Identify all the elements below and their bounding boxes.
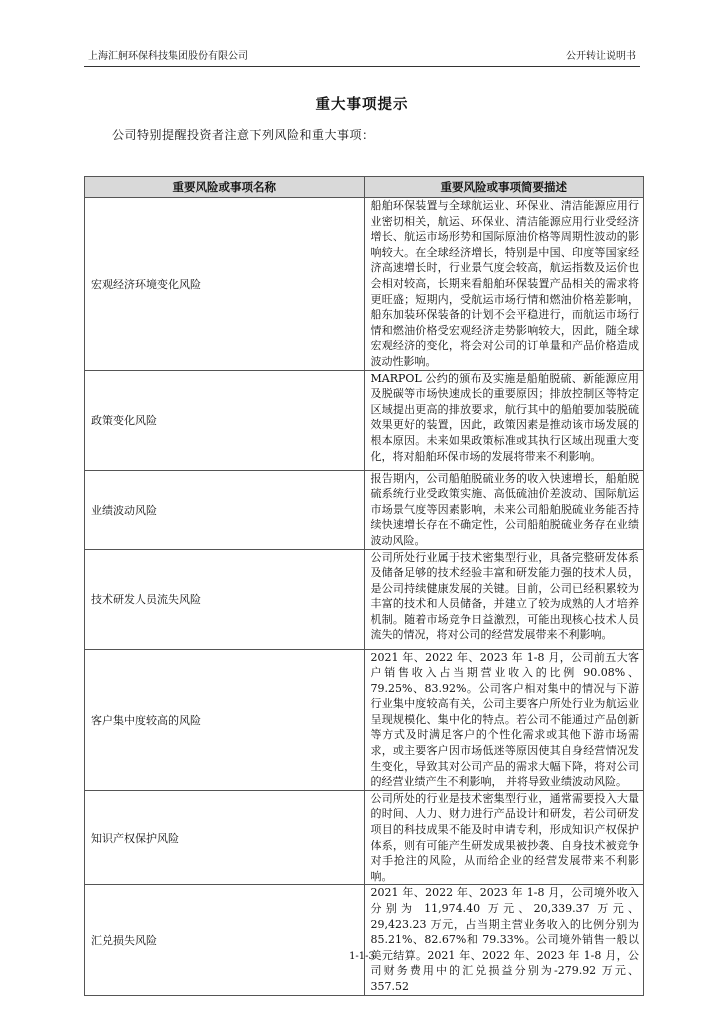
header-company-name: 上海汇舸环保科技集团股份有限公司 xyxy=(88,51,248,62)
risk-description: 船舶环保装置与全球航运业、环保业、清洁能源应用行业密切相关，航运、环保业、清洁能源应用行业受经济增长、航运市场形势和国际原油价格等周期性波动的影响较大。在全球经济增长，特别是中国、印度等国家经济高速增长时，行业景气度会较高，航运指数及运价也会相对较高，长期来看船舶环保装置产品相关的需求将更旺盛；短期内，受航运市场行情和燃油价格差影响，船东加装环保装备的计划不会平稳进行，而航运市场行情和燃油价格受宏观经济走势影响较大，因此，随全球宏观经济的变化，将会对公司的订单量和产品价格造成波动性影响。 xyxy=(364,198,644,371)
risk-name: 知识产权保护风险 xyxy=(85,790,365,885)
risk-table xyxy=(84,176,644,996)
risk-name: 汇兑损失风险 xyxy=(85,885,365,995)
table-row xyxy=(85,198,644,371)
table-row xyxy=(85,885,644,995)
risk-description: MARPOL 公约的颁布及实施是船舶脱硫、新能源应用及脱碳等市场快速成长的重要原因；排放控制区等特定区域提出更高的排放要求，航行其中的船舶要加装脱硫效果更好的装置，因此，政策因素是推动该市场发展的根本原因。未来如果政策标准或其执行区域出现重大变化，将对船舶环保市场的发展将带来不利影响。 xyxy=(364,370,644,470)
risk-name: 业绩波动风险 xyxy=(85,470,365,549)
column-header-risk-description: 重要风险或事项简要描述 xyxy=(364,177,644,198)
page-title: 重大事项提示 xyxy=(315,96,409,113)
page-header xyxy=(88,50,636,66)
risk-name: 宏观经济环境变化风险 xyxy=(85,198,365,371)
intro-text: 公司特别提醒投资者注意下列风险和重大事项： xyxy=(112,128,375,142)
table-row xyxy=(85,649,644,790)
risk-description: 公司所处的行业是技术密集型行业，通常需要投入大量的时间、人力、财力进行产品设计和研发，若公司研发项目的科技成果不能及时申请专利，形成知识产权保护体系，则有可能产生研发成果被抄袭、自身技术被竞争对手抢注的风险，从而给企业的经营发展带来不利影响。 xyxy=(364,790,644,885)
risk-name: 客户集中度较高的风险 xyxy=(85,649,365,790)
table-row xyxy=(85,370,644,470)
table-row xyxy=(85,790,644,885)
table-row xyxy=(85,470,644,549)
header-divider xyxy=(84,66,640,67)
risk-description: 2021 年、2022 年、2023 年 1-8 月，公司前五大客户销售收入占当期营业收入的比例 90.08%、79.25%、83.92%。公司客户相对集中的情况与下游行业集中度较高有关，公司主要客户所处行业为航运业呈现规模化、集中化的特点。若公司不能通过产品创新等方式及时满足客户的个性化需求或其他下游市场需求，或主要客户因市场低迷等原因使其自身经营情况发生变化，导致其对公司产品的需求大幅下降，将对公司的经营业绩产生不利影响， 并将导致业绩波动风险。 xyxy=(364,649,644,790)
risk-description: 2021 年、2022 年、2023 年 1-8 月，公司境外收入分别为 11,974.40 万元、20,339.37 万元、29,423.23 万元，占当期主营业务收入的比例分别为 85.21%、82.67%和 79.33%。公司境外销售一般以美元结算。2021 年、2022 年、2023 年 1-8 月，公司财务费用中的汇兑损益分别为-279.92 万元、357.52 xyxy=(364,885,644,995)
table-header-row xyxy=(85,177,644,198)
column-header-risk-name: 重要风险或事项名称 xyxy=(85,177,365,198)
risk-name: 政策变化风险 xyxy=(85,370,365,470)
header-document-type: 公开转让说明书 xyxy=(566,51,636,62)
table-row xyxy=(85,549,644,649)
risk-description: 公司所处行业属于技术密集型行业，具备完整研发体系及储备足够的技术经验丰富和研发能力强的技术人员，是公司持续健康发展的关键。目前，公司已经积累较为丰富的技术和人员储备，并建立了较为成熟的人才培养机制。随着市场竞争日益激烈，可能出现核心技术人员流失的情况，将对公司的经营发展带来不利影响。 xyxy=(364,549,644,649)
risk-description: 报告期内，公司船舶脱硫业务的收入快速增长，船舶脱硫系统行业受政策实施、高低硫油价差波动、国际航运市场景气度等因素影响，未来公司船舶脱硫业务能否持续快速增长存在不确定性，公司船舶脱硫业务存在业绩波动风险。 xyxy=(364,470,644,549)
risk-name: 技术研发人员流失风险 xyxy=(85,549,365,649)
page-number: 1-1-3 xyxy=(349,951,375,962)
